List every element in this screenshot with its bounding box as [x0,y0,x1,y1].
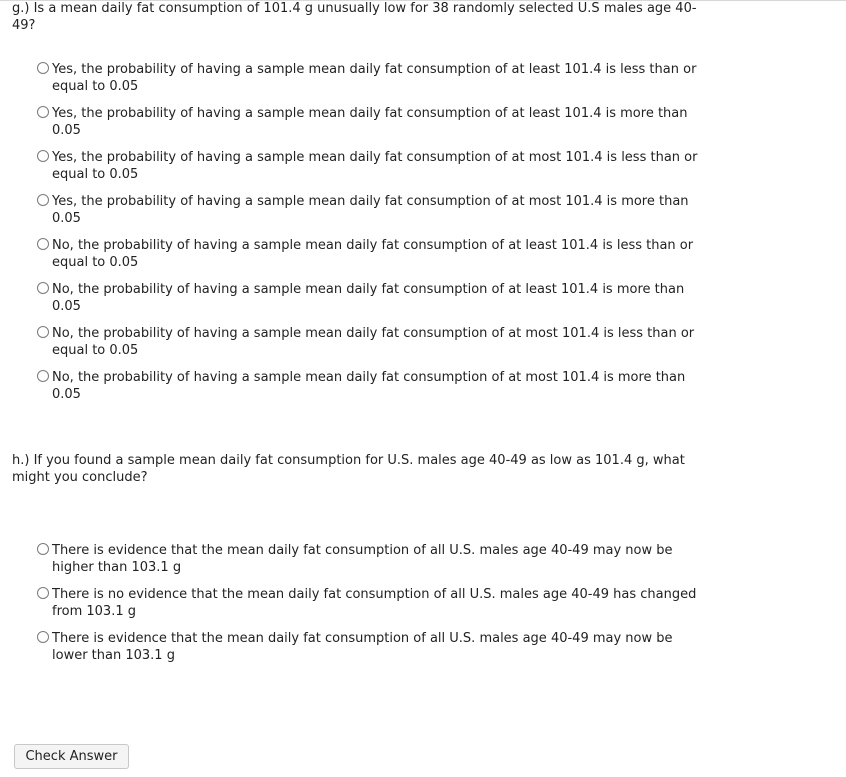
option-label: No, the probability of having a sample mean daily fat consumption of at least 101.4 is more than 0.05 [52,282,685,314]
question-h-options [37,542,717,674]
option-g-5[interactable] [37,237,717,281]
option-label: No, the probability of having a sample mean daily fat consumption of at least 101.4 is less than or equal to 0.05 [52,238,694,270]
option-label: Yes, the probability of having a sample mean daily fat consumption of at least 101.4 is less than or equal to 0.05 [52,62,697,94]
radio-button[interactable] [37,238,49,250]
option-label: No, the probability of having a sample mean daily fat consumption of at most 101.4 is more than 0.05 [52,370,686,402]
radio-button[interactable] [37,62,49,74]
option-h-2[interactable] [37,586,717,630]
option-label: Yes, the probability of having a sample mean daily fat consumption of at least 101.4 is more than 0.05 [52,106,688,138]
radio-button[interactable] [37,326,49,338]
radio-button[interactable] [37,282,49,294]
option-label: There is no evidence that the mean daily fat consumption of all U.S. males age 40-49 has changed from 103.1 g [52,587,697,619]
option-g-4[interactable] [37,193,717,237]
option-label: No, the probability of having a sample mean daily fat consumption of at most 101.4 is less than or equal to 0.05 [52,326,695,358]
option-g-7[interactable] [37,325,717,369]
option-label: There is evidence that the mean daily fat consumption of all U.S. males age 40-49 may now be lower than 103.1 g [52,631,673,663]
radio-button[interactable] [37,150,49,162]
option-g-8[interactable] [37,369,717,413]
option-h-3[interactable] [37,630,717,674]
option-label: Yes, the probability of having a sample mean daily fat consumption of at most 101.4 is less than or equal to 0.05 [52,150,698,182]
option-g-6[interactable] [37,281,717,325]
radio-button[interactable] [37,631,49,643]
check-answer-button[interactable]: Check Answer [14,744,129,769]
radio-button[interactable] [37,194,49,206]
question-g-text: g.) Is a mean daily fat consumption of 101.4 g unusually low for 38 randomly selected U.S males age 40-49? [12,1,697,33]
radio-button[interactable] [37,106,49,118]
option-g-3[interactable] [37,149,717,193]
question-g-options [37,61,717,413]
option-h-1[interactable] [37,542,717,586]
option-g-1[interactable] [37,61,717,105]
radio-button[interactable] [37,587,49,599]
question-h-text: h.) If you found a sample mean daily fat consumption for U.S. males age 40-49 as low as 101.4 g, what might you conclude? [12,453,685,485]
radio-button[interactable] [37,370,49,382]
option-label: There is evidence that the mean daily fat consumption of all U.S. males age 40-49 may now be higher than 103.1 g [52,543,673,575]
radio-button[interactable] [37,543,49,555]
option-label: Yes, the probability of having a sample mean daily fat consumption of at most 101.4 is more than 0.05 [52,194,689,226]
option-g-2[interactable] [37,105,717,149]
